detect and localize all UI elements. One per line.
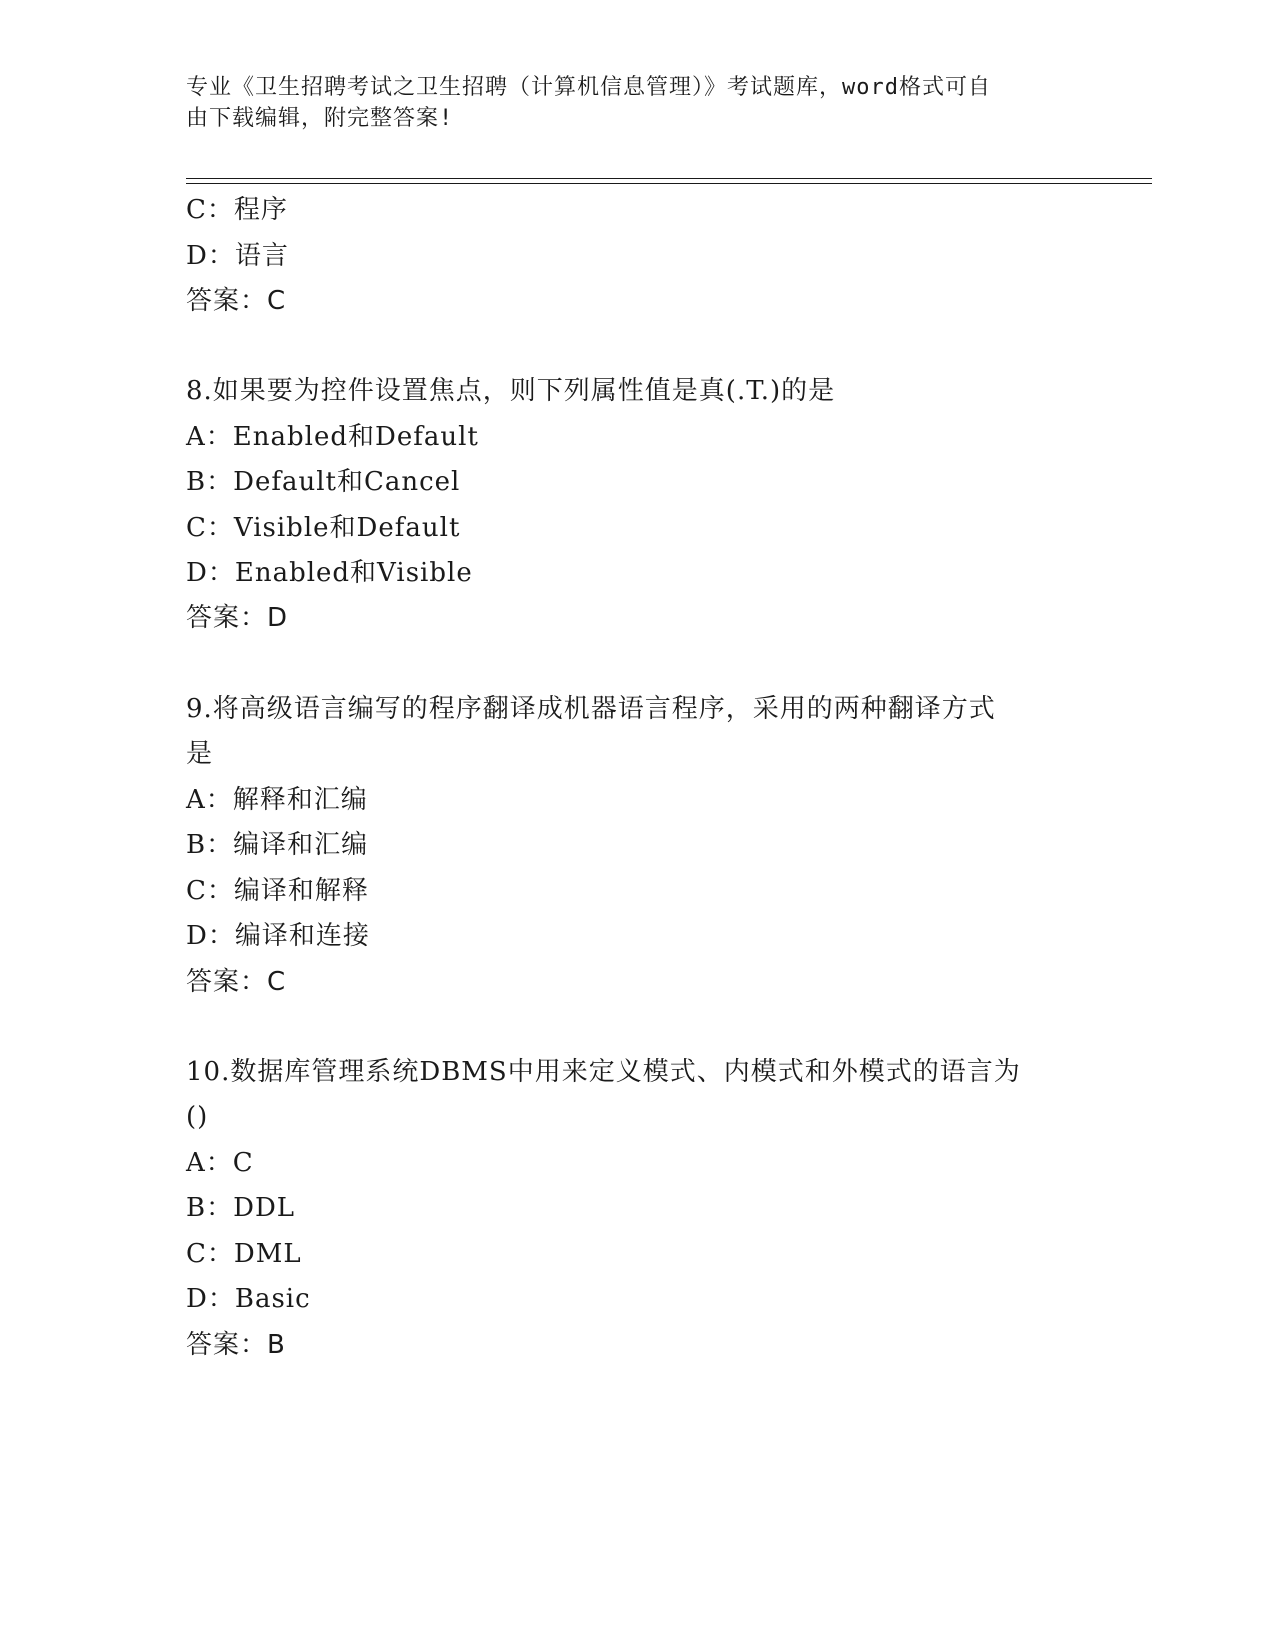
question-9-option-a: A：解释和汇编 <box>186 785 368 815</box>
question-10-option-d: D：Basic <box>186 1284 311 1314</box>
question-8-option-b: B：Default和Cancel <box>186 467 461 497</box>
header-line-1: 专业《卫生招聘考试之卫生招聘（计算机信息管理）》考试题库，word格式可自 <box>186 75 991 100</box>
question-9-option-d: D：编译和连接 <box>186 921 370 951</box>
question-9-stem-line-1: 9.将高级语言编写的程序翻译成机器语言程序，采用的两种翻译方式 <box>186 694 996 724</box>
prev-option-c: C：程序 <box>186 195 288 225</box>
question-8-option-c: C：Visible和Default <box>186 513 461 543</box>
question-8-option-d: D：Enabled和Visible <box>186 558 473 588</box>
question-10-stem-line-2: () <box>186 1102 209 1132</box>
question-8-answer: 答案：D <box>186 603 289 633</box>
question-10-option-b: B：DDL <box>186 1193 296 1223</box>
header-divider-top <box>186 178 1152 179</box>
question-9-option-c: C：编译和解释 <box>186 876 369 906</box>
question-10-option-c: C：DML <box>186 1239 302 1269</box>
question-9-stem-line-2: 是 <box>186 739 214 769</box>
document-header <box>186 72 1066 134</box>
prev-answer: 答案：C <box>186 286 287 316</box>
question-8-stem: 8.如果要为控件设置焦点，则下列属性值是真(.T.)的是 <box>186 376 836 406</box>
question-10-stem-line-1: 10.数据库管理系统DBMS中用来定义模式、内模式和外模式的语言为 <box>186 1057 1021 1087</box>
header-line-2: 由下载编辑，附完整答案! <box>186 106 454 131</box>
prev-option-d: D：语言 <box>186 241 289 271</box>
question-8-option-a: A：Enabled和Default <box>186 422 479 452</box>
question-9-option-b: B：编译和汇编 <box>186 830 369 860</box>
question-9-answer: 答案：C <box>186 967 287 997</box>
question-10-option-a: A：C <box>186 1148 254 1178</box>
header-divider-bottom <box>186 183 1152 184</box>
question-10-answer: 答案：B <box>186 1330 286 1360</box>
